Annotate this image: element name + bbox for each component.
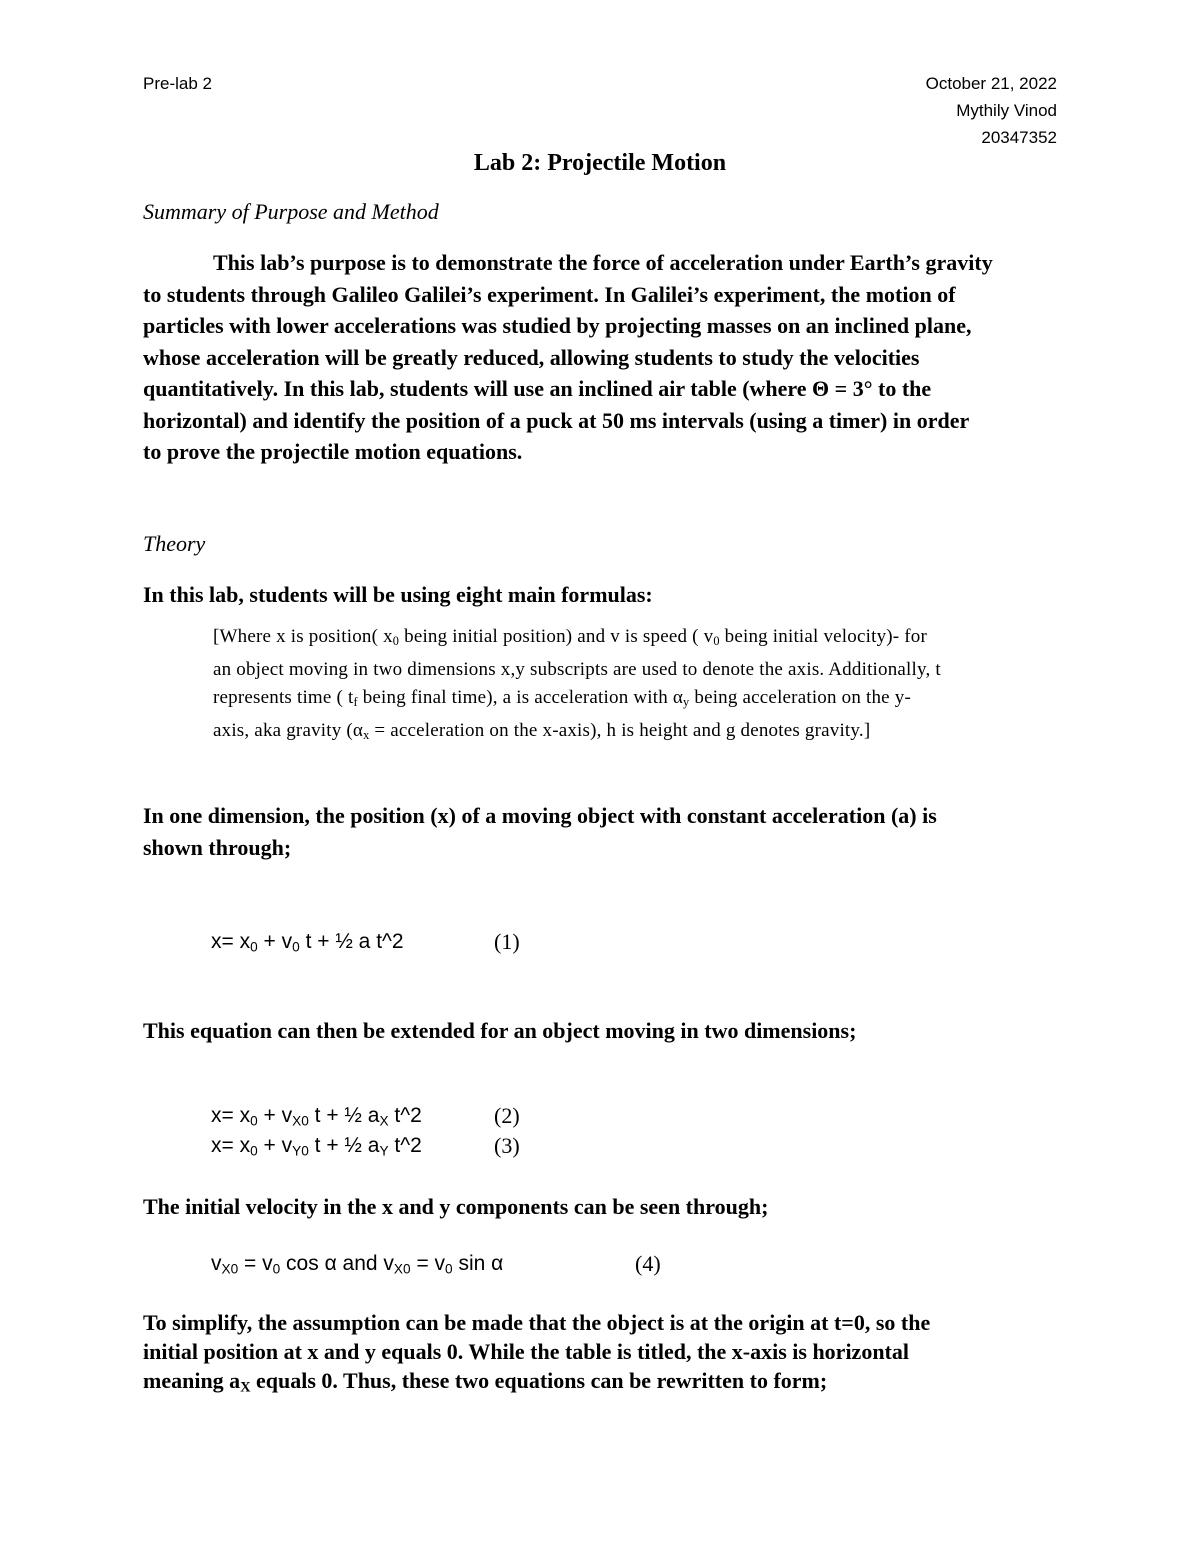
note-line: [Where x is position( $x_0$ being initial position) and v is speed ( $v_0$ being initial velocity)- for — [213, 626, 928, 649]
note-line: represents time ( $t_f$ being final time), a is acceleration with $\alpha_y$ being acceleration on the y- — [213, 687, 911, 710]
equation-1: $x= x_0 + v_0$ t + ½ a t^2 — [211, 930, 404, 955]
equation-3: $x= x_0 + v_{Y0}$ t + ½ $a_Y$ t^2 — [211, 1134, 422, 1159]
initial-velocity-line: The initial velocity in the x and y components can be seen through; — [143, 1194, 769, 1219]
note-line: an object moving in two dimensions x,y subscripts are used to denote the axis. Additionally, t — [213, 658, 941, 680]
definitions-note — [213, 623, 1073, 749]
theory-heading: Theory — [143, 531, 206, 556]
summary-line: quantitatively. In this lab, students will use an inclined air table (where Θ = 3° to the — [143, 376, 932, 401]
equation-1-number: (1) — [494, 929, 520, 954]
equation-4: $v_{X0} = v_0$ cos α and $v_{X0} = v_0$ sin α — [211, 1252, 504, 1277]
header-id: 20347352 — [981, 128, 1057, 147]
header-date: October 21, 2022 — [925, 74, 1057, 93]
summary-heading: Summary of Purpose and Method — [143, 199, 439, 224]
equation-3-number: (3) — [494, 1133, 520, 1158]
summary-line: horizontal) and identify the position of a puck at 50 ms intervals (using a timer) in order — [143, 407, 970, 433]
summary-line: particles with lower accelerations was studied by projecting masses on an inclined plane, — [143, 313, 972, 338]
summary-paragraph — [143, 247, 1063, 468]
theory-intro: In this lab, students will be using eight main formulas: — [143, 582, 653, 607]
one-dimension-paragraph — [143, 800, 1063, 863]
paragraph-line: In one dimension, the position (x) of a moving object with constant acceleration (a) is — [143, 803, 937, 828]
summary-line: whose acceleration will be greatly reduced, allowing students to study the velocities — [143, 344, 920, 370]
equation-2-number: (2) — [494, 1103, 520, 1128]
note-line: axis, aka gravity ($\alpha_x$ = acceleration on the x-axis), h is height and g denotes gravity.] — [213, 719, 871, 742]
paragraph-line: meaning $a_X$ equals 0. Thus, these two equations can be rewritten to form; — [143, 1368, 828, 1396]
header-right — [926, 70, 1057, 151]
summary-line: to students through Galileo Galilei’s experiment. In Galilei’s experiment, the motion of — [143, 281, 956, 307]
header-name: Mythily Vinod — [956, 101, 1057, 120]
header-left: Pre-lab 2 — [143, 74, 212, 93]
paragraph-line: initial position at x and y equals 0. While the table is titled, the x-axis is horizontal — [143, 1339, 909, 1364]
summary-line: to prove the projectile motion equations. — [143, 439, 523, 464]
equation-4-number: (4) — [635, 1251, 661, 1276]
paragraph-line: shown through; — [143, 834, 292, 860]
summary-line: This lab’s purpose is to demonstrate the force of acceleration under Earth’s gravity — [213, 250, 993, 275]
equation-2: $x= x_0 + v_{X0}$ t + ½ $a_X$ t^2 — [211, 1104, 422, 1129]
simplify-paragraph — [143, 1308, 1063, 1403]
paragraph-line: To simplify, the assumption can be made that the object is at the origin at t=0, so the — [143, 1310, 931, 1335]
extend-line: This equation can then be extended for an object moving in two dimensions; — [143, 1018, 857, 1043]
page-title: Lab 2: Projectile Motion — [473, 150, 727, 176]
